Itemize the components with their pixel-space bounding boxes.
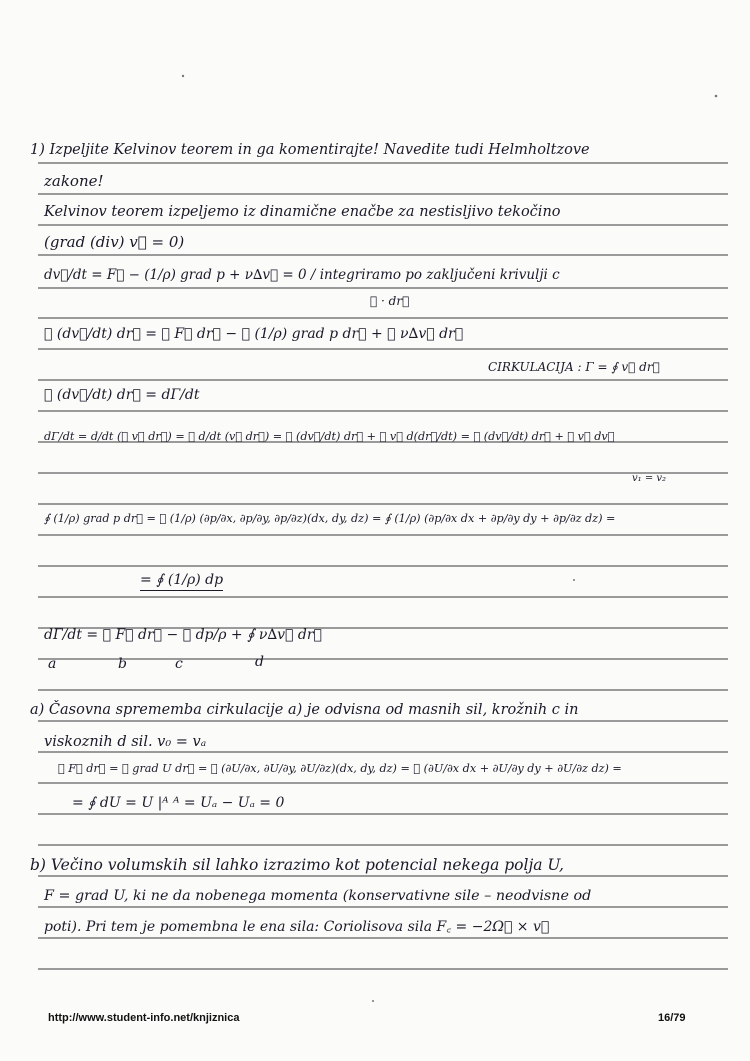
circulation-definition: CIRKULACIJA : Γ = ∮ v⃗ dr⃗ [488,360,660,374]
circulation-time-derivative: dΓ/dt = d/dt (∮ v⃗ dr⃗) = ∮ d/dt (v⃗ dr⃗) = ∮ (dv⃗/dt) dr⃗ + ∮ v⃗ d(dr⃗/dt) = ∮ (dv⃗/dt) dr⃗ + ∮ v⃗ dv⃗ [44,430,615,443]
section-b-text: b) Večino volumskih sil lahko izrazimo kot potencial nekega polja U, [30,856,564,874]
section-a-text-cont: viskoznih d sil. v₀ = vₐ [44,734,207,750]
term-label-a: a [48,656,57,672]
term-label-b: b [118,656,127,672]
intro-text: Kelvinov teorem izpeljemo iz dinamične enačbe za nestisljivo tekočino [44,204,561,220]
circulation-derivative: ∮ (dv⃗/dt) dr⃗ = dΓ/dt [44,387,200,403]
pressure-term-result: = ∮ (1/ρ) dp [140,571,223,591]
term-label-c: c [175,656,183,672]
velocity-equality-note: v₁ = v₂ [632,473,667,484]
intro-condition: (grad (div) v⃗ = 0) [44,233,185,251]
section-a-text: a) Časovna sprememba cirkulacije a) je odvisna od masnih sil, krožnih c in [30,702,579,718]
integrated-equation: ∮ (dv⃗/dt) dr⃗ = ∮ F⃗ dr⃗ − ∮ (1/ρ) grad p dr⃗ + ∮ ν∆v⃗ dr⃗ [44,326,464,342]
conservative-force-integral: ∮ F⃗ dr⃗ = ∮ grad U dr⃗ = ∮ (∂U/∂x, ∂U/∂y, ∂U/∂z)(dx, dy, dz) = ∮ (∂U/∂x dx + ∂U/∂y dy + ∂U/∂z dz) = [58,762,622,775]
section-b-text-end: poti). Pri tem je pomembna le ena sila: Coriolisova sila F꜀ = −2Ω⃗ × v⃗ [44,919,550,935]
page-number: 16/79 [658,1012,686,1024]
term-label-d: d [255,654,264,670]
pressure-term-expansion: ∮ (1/ρ) grad p dr⃗ = ∮ (1/ρ) (∂p/∂x, ∂p/∂y, ∂p/∂z)(dx, dy, dz) = ∮ (1/ρ) (∂p/∂x dx + ∂p/∂y dy + ∂p/∂z dz) = [44,512,616,525]
potential-difference-result: = ∮ dU = U |ᴬ ᴬ = Uₐ − Uₐ = 0 [72,795,285,811]
navier-stokes-equation: dv⃗/dt = F⃗ − (1/ρ) grad p + ν∆v⃗ = 0 / integriramo po zaključeni krivulji c [44,267,560,283]
footer-source-link[interactable]: http://www.student-info.net/knjiznica [48,1012,240,1024]
kelvin-result-equation: dΓ/dt = ∮ F⃗ dr⃗ − ∮ dp/ρ + ∮ ν∆v⃗ dr⃗ [44,627,322,643]
question-heading-cont: zakone! [44,172,104,190]
question-heading: 1) Izpeljite Kelvinov teorem in ga komentirajte! Navedite tudi Helmholtzove [30,142,590,158]
section-b-text-cont: F = grad U, ki ne da nobenega momenta (konservativne sile – neodvisne od [44,888,592,904]
integration-note: ∮ · dr⃗ [370,294,410,308]
